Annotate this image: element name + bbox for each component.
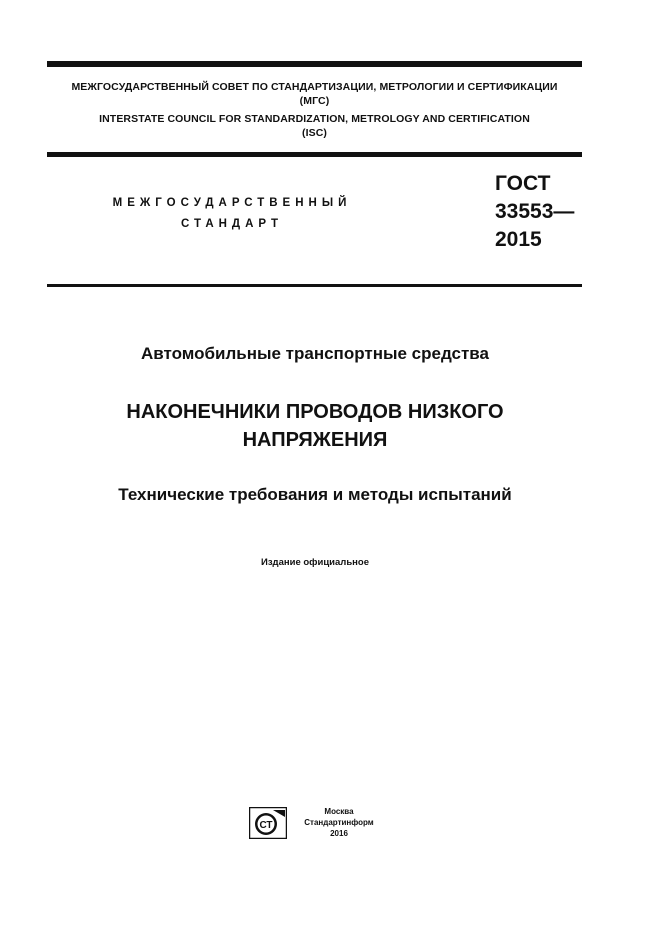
gost-number [495,170,585,254]
council-abbr-ru: (МГС) [299,95,330,107]
document-title-line1: НАКОНЕЧНИКИ ПРОВОДОВ НИЗКОГО [126,401,504,423]
council-abbr-en: (ISC) [302,127,327,139]
council-name-en-line1: INTERSTATE COUNCIL FOR STANDARDIZATION, METROLOGY AND CERTIFICATION [99,113,530,125]
publisher-logo-icon [249,807,287,839]
standard-type-line2: СТАНДАРТ [181,218,283,230]
document-title [0,398,630,454]
gost-prefix: ГОСТ [495,172,551,195]
council-name-en [47,112,582,140]
standard-type-label [47,193,417,235]
council-name-ru [47,80,582,108]
gost-code: 33553— [495,200,575,223]
publisher-logo-text: СТ [259,820,273,831]
publisher-name: Стандартинформ [304,818,374,827]
header-rule [47,152,582,157]
document-subject: Автомобильные транспортные средства [141,344,489,363]
edition-note: Издание официальное [261,557,369,568]
publisher-info [296,806,382,839]
publisher-city: Москва [324,807,354,816]
council-name-ru-line1: МЕЖГОСУДАРСТВЕННЫЙ СОВЕТ ПО СТАНДАРТИЗАЦИИ, МЕТРОЛОГИИ И СЕРТИФИКАЦИИ [71,81,558,93]
gost-year: 2015 [495,228,542,251]
document-subtitle: Технические требования и методы испытаний [118,485,512,504]
publisher-year: 2016 [330,829,348,838]
standard-type-line1: МЕЖГОСУДАРСТВЕННЫЙ [112,197,352,209]
document-title-line2: НАПРЯЖЕНИЯ [242,429,388,451]
section-rule [47,284,582,287]
top-rule [47,61,582,67]
